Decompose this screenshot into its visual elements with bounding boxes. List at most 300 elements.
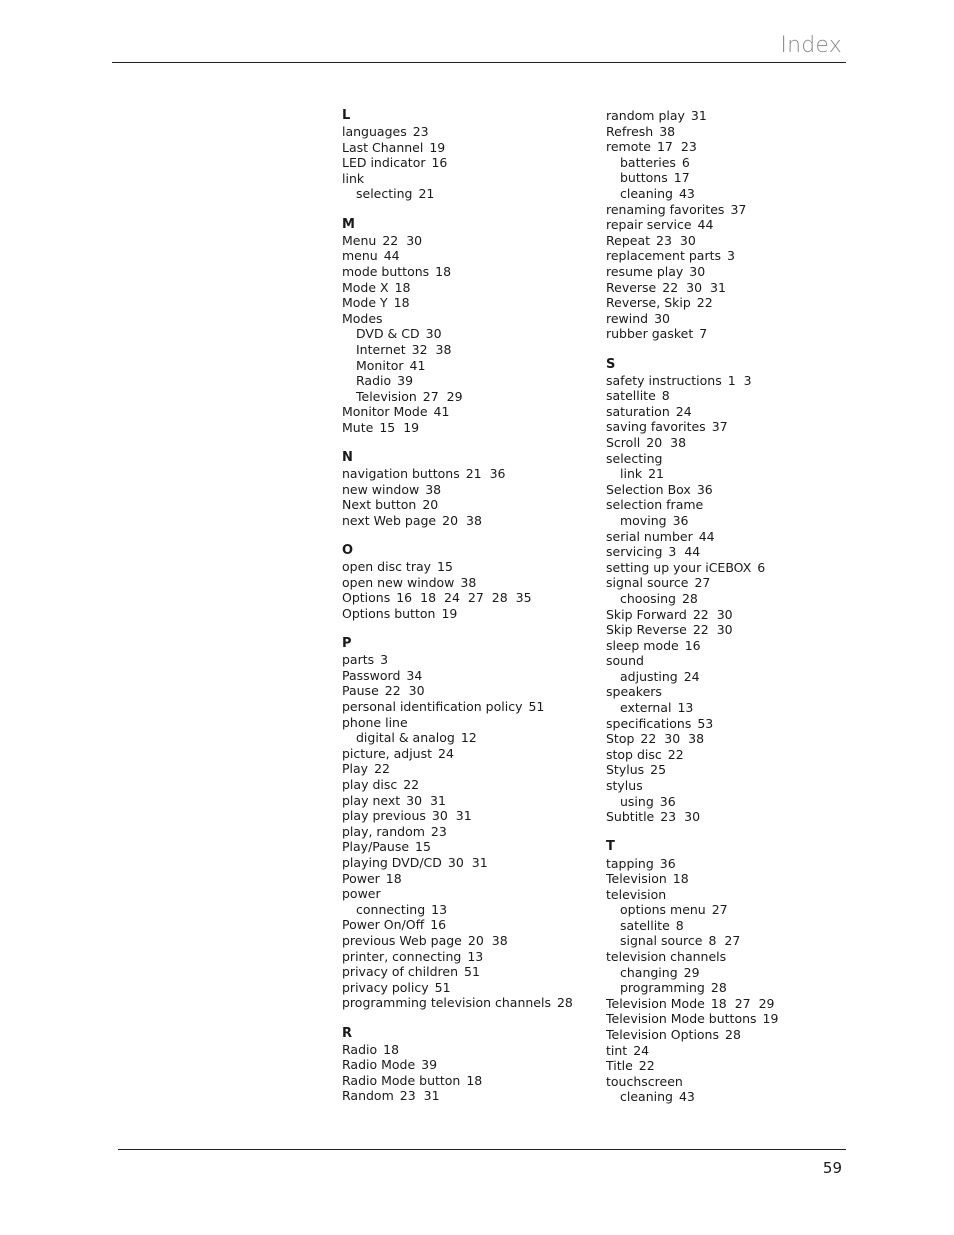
index-entry: [342, 575, 592, 591]
section-letter: R: [342, 1025, 353, 1041]
section-letter: S: [606, 356, 616, 372]
index-page-refs: 22 30: [692, 606, 733, 622]
index-term: playing DVD/CD: [342, 855, 442, 870]
index-page-refs: 18: [394, 279, 411, 295]
index-term: Power On/Off: [342, 917, 425, 933]
index-page-refs: 30 31: [447, 855, 488, 870]
index-term: link: [342, 170, 365, 186]
index-term: cleaning: [620, 185, 673, 201]
index-page-refs: 19: [762, 1011, 779, 1027]
index-page-refs: 38: [659, 123, 676, 139]
index-page-refs: 22: [667, 746, 684, 762]
index-page-refs: 20 38: [467, 932, 508, 948]
index-page-refs: 16: [430, 917, 447, 933]
index-term: speakers: [606, 684, 662, 700]
index-page-refs: 41: [433, 404, 450, 420]
index-subentry: [606, 669, 846, 685]
index-entry: [342, 311, 592, 327]
index-page-refs: 28: [710, 980, 727, 996]
index-page-refs: 41: [409, 357, 426, 373]
index-page-refs: 13: [677, 700, 694, 716]
index-page-refs: 13: [431, 901, 448, 917]
index-page-refs: 22 30: [384, 683, 425, 699]
index-entry: [342, 233, 592, 249]
index-term: Last Channel: [342, 139, 424, 155]
index-term: open new window: [342, 574, 455, 590]
index-page-refs: 44: [697, 217, 714, 233]
index-entry: [606, 638, 846, 654]
index-term: external: [620, 700, 672, 716]
index-term: sound: [606, 653, 644, 669]
index-term: selecting: [356, 186, 413, 202]
index-term: connecting: [356, 901, 426, 917]
index-term: Stop: [606, 731, 635, 747]
index-page-refs: 16: [431, 155, 448, 171]
index-term: touchscreen: [606, 1073, 683, 1089]
index-page-refs: 16: [684, 637, 701, 653]
index-term: cleaning: [620, 1089, 673, 1105]
index-page-refs: 18: [435, 263, 452, 279]
index-page-refs: 27: [711, 902, 728, 918]
index-page-refs: 30 31: [406, 792, 446, 808]
index-entry: [606, 653, 846, 669]
index-term: Password: [342, 667, 401, 683]
index-page-refs: 38: [460, 574, 477, 590]
index-entry: [606, 949, 846, 965]
index-section: [342, 217, 592, 436]
index-term: sleep mode: [606, 637, 679, 653]
index-entry: [342, 715, 592, 731]
index-page-refs: 29: [683, 964, 700, 980]
index-entry: [606, 871, 846, 887]
index-entry: [342, 886, 592, 902]
index-term: Power: [342, 870, 380, 886]
index-page-refs: 8: [661, 388, 670, 404]
index-term: Monitor: [356, 357, 404, 373]
index-subentry: [342, 373, 592, 389]
index-entry: [342, 513, 592, 529]
index-page-refs: 36: [659, 855, 676, 871]
index-entry: [342, 606, 592, 622]
index-entry: [606, 1043, 846, 1059]
index-entry: [606, 856, 846, 872]
index-entry: [606, 435, 846, 451]
index-subentry: [606, 170, 846, 186]
index-entry: [606, 404, 846, 420]
header-rule: [112, 62, 846, 63]
index-term: next Web page: [342, 512, 437, 528]
index-term: specifications: [606, 715, 692, 731]
index-page-refs: 12: [460, 730, 477, 746]
index-term: personal identification policy: [342, 699, 523, 715]
index-entry: [606, 762, 846, 778]
index-page-refs: 51: [464, 964, 480, 980]
index-entry: [606, 684, 846, 700]
index-term: link: [620, 466, 643, 482]
index-term: Internet: [356, 341, 406, 357]
index-page-refs: 18: [672, 871, 689, 887]
index-term: satellite: [606, 388, 656, 404]
index-term: printer, connecting: [342, 948, 462, 964]
index-term: new window: [342, 481, 420, 497]
index-entry: [342, 497, 592, 513]
index-entry: [606, 622, 846, 638]
index-entry: [606, 451, 846, 467]
index-term: Radio: [356, 373, 392, 389]
index-entry: [342, 808, 592, 824]
index-term: servicing: [606, 544, 663, 560]
index-term: renaming favorites: [606, 201, 725, 217]
index-page-refs: 22 30 38: [640, 731, 705, 747]
index-term: Scroll: [606, 434, 641, 450]
index-entry: [342, 824, 592, 840]
index-entry: [342, 248, 592, 264]
index-term: Radio: [342, 1041, 378, 1057]
index-entry: [606, 544, 846, 560]
index-entry: [342, 1042, 592, 1058]
index-page-refs: 15: [437, 559, 453, 575]
index-term: using: [620, 793, 654, 809]
index-entry: [606, 388, 846, 404]
index-page-refs: 8: [675, 917, 684, 933]
index-entry: [606, 1027, 846, 1043]
index-term: Mode Y: [342, 295, 388, 311]
index-term: rubber gasket: [606, 326, 694, 342]
index-section: [342, 108, 592, 202]
index-entry: [342, 482, 592, 498]
index-term: changing: [620, 964, 678, 980]
index-page-refs: 24: [633, 1042, 650, 1058]
index-term: random play: [606, 108, 685, 123]
index-subentry: [342, 902, 592, 918]
index-term: picture, adjust: [342, 745, 433, 761]
index-page-refs: 18: [466, 1072, 483, 1088]
index-page-refs: 6: [681, 154, 690, 170]
section-letter: O: [342, 543, 354, 559]
index-page-refs: 23: [430, 823, 447, 839]
index-entry: [606, 1011, 846, 1027]
index-term: resume play: [606, 263, 684, 279]
index-term: Play: [342, 761, 369, 777]
index-subentry: [606, 466, 846, 482]
index-entry: [606, 996, 846, 1012]
index-entry: [342, 855, 592, 871]
index-subentry: [606, 965, 846, 981]
index-page-refs: 23 30: [660, 809, 701, 825]
index-page-refs: 22: [374, 761, 390, 777]
index-term: Menu: [342, 232, 377, 248]
index-term: privacy of children: [342, 964, 459, 980]
index-entry: [606, 607, 846, 623]
index-term: play next: [342, 792, 401, 808]
index-term: power: [342, 886, 381, 902]
index-subentry: [606, 513, 846, 529]
index-entry: [606, 497, 846, 513]
index-page-refs: 7: [699, 326, 708, 342]
index-page-refs: 39: [421, 1057, 438, 1073]
index-subentry: [342, 326, 592, 342]
index-term: mode buttons: [342, 263, 430, 279]
index-page-refs: 23 30: [656, 232, 696, 248]
index-subentry: [342, 358, 592, 374]
footer-rule: [118, 1149, 846, 1150]
index-term: options menu: [620, 902, 706, 918]
index-page-refs: 20 38: [646, 434, 687, 450]
section-letter: T: [606, 839, 615, 855]
index-term: DVD & CD: [356, 326, 420, 342]
index-term: LED indicator: [342, 155, 426, 171]
index-entry: [342, 949, 592, 965]
index-page-refs: 22 30: [382, 232, 423, 248]
index-page-refs: 32 38: [411, 341, 452, 357]
index-page-refs: 24: [438, 745, 454, 761]
index-page-refs: 22: [638, 1058, 655, 1074]
index-term: selection frame: [606, 497, 704, 513]
index-entry: [606, 311, 846, 327]
index-entry: [342, 917, 592, 933]
index-page-refs: 27: [694, 575, 711, 591]
index-entry: [606, 264, 846, 280]
index-column-left: [342, 108, 592, 1119]
index-page-refs: 15: [415, 839, 431, 855]
index-page-refs: 22: [696, 295, 713, 311]
index-page-refs: 28: [681, 590, 698, 606]
index-page-refs: 23 31: [399, 1088, 440, 1104]
index-term: Refresh: [606, 123, 654, 139]
index-term: safety instructions: [606, 372, 722, 388]
index-page-refs: 44: [698, 528, 715, 544]
index-page-refs: 51: [434, 979, 451, 995]
section-letter: P: [342, 636, 352, 652]
index-term: buttons: [620, 170, 668, 186]
index-entry: [342, 171, 592, 187]
index-entry: [342, 264, 592, 280]
index-term: menu: [342, 248, 378, 264]
index-entry: [342, 964, 592, 980]
index-entry: [342, 590, 592, 606]
index-term: repair service: [606, 217, 692, 233]
index-term: television channels: [606, 949, 727, 965]
index-entry: [606, 778, 846, 794]
index-entry: [606, 124, 846, 140]
index-page-refs: 15 19: [379, 419, 420, 435]
index-term: play disc: [342, 777, 398, 793]
index-page-refs: 28: [556, 995, 573, 1011]
index-term: navigation buttons: [342, 466, 460, 482]
index-page-refs: 38: [425, 481, 442, 497]
index-page-refs: 3: [727, 248, 735, 264]
index-entry: [342, 404, 592, 420]
index-entry: [606, 1074, 846, 1090]
index-term: selecting: [606, 450, 663, 466]
index-term: television: [606, 886, 667, 902]
index-page-refs: 19: [429, 139, 446, 155]
index-page-refs: 37: [711, 419, 728, 435]
index-term: phone line: [342, 714, 408, 730]
index-section: [606, 108, 846, 342]
index-entry: [342, 933, 592, 949]
index-subentry: [342, 342, 592, 358]
index-entry: [606, 716, 846, 732]
index-entry: [606, 747, 846, 763]
index-entry: [606, 202, 846, 218]
index-page-refs: 24: [675, 403, 692, 419]
index-entry: [342, 420, 592, 436]
index-term: Title: [606, 1058, 633, 1074]
index-term: Television Options: [606, 1027, 719, 1043]
index-entry: [342, 793, 592, 809]
index-term: serial number: [606, 528, 693, 544]
index-term: Play/Pause: [342, 839, 410, 855]
index-page-refs: 24: [683, 668, 700, 684]
index-entry: [606, 217, 846, 233]
index-page-refs: 39: [397, 373, 414, 389]
index-page-refs: 30: [654, 310, 671, 326]
index-page-refs: 18 27 29: [710, 995, 775, 1011]
section-letter: N: [342, 450, 353, 466]
index-subentry: [606, 918, 846, 934]
index-term: signal source: [606, 575, 689, 591]
index-term: Next button: [342, 497, 417, 513]
index-subentry: [606, 186, 846, 202]
index-entry: [606, 108, 846, 124]
index-term: Mute: [342, 419, 374, 435]
index-page-refs: 30: [425, 326, 442, 342]
index-term: moving: [620, 512, 667, 528]
index-section: [606, 357, 846, 825]
index-term: batteries: [620, 154, 676, 170]
index-page-refs: 44: [383, 248, 400, 264]
index-term: languages: [342, 124, 407, 140]
index-page-refs: 23: [412, 124, 429, 140]
index-page-refs: 16 18 24 27 28 35: [396, 590, 532, 606]
index-term: rewind: [606, 310, 649, 326]
index-term: Television Mode: [606, 995, 705, 1011]
index-section: [606, 839, 846, 1105]
index-term: Reverse: [606, 279, 657, 295]
index-term: Monitor Mode: [342, 404, 428, 420]
index-entry: [606, 419, 846, 435]
index-subentry: [606, 1089, 846, 1105]
index-term: setting up your iCEBOX: [606, 559, 752, 575]
index-entry: [342, 559, 592, 575]
index-term: open disc tray: [342, 559, 432, 575]
index-term: programming: [620, 980, 705, 996]
index-term: Options button: [342, 606, 436, 621]
index-page-refs: 27 29: [422, 388, 463, 404]
index-entry: [342, 995, 592, 1011]
index-page-refs: 36: [696, 481, 713, 497]
index-subentry: [606, 794, 846, 810]
index-term: replacement parts: [606, 248, 721, 264]
index-term: Radio Mode: [342, 1057, 416, 1073]
index-page-refs: 21 36: [465, 466, 506, 482]
index-page-refs: 19: [441, 606, 458, 621]
index-term: tint: [606, 1042, 628, 1058]
index-page-refs: 34: [406, 667, 423, 683]
index-section: [342, 450, 592, 528]
index-page-refs: 51: [528, 699, 545, 715]
page-number: 59: [822, 1159, 842, 1177]
index-entry: [342, 1088, 592, 1104]
index-entry: [606, 373, 846, 389]
section-letter: L: [342, 108, 351, 123]
index-entry: [342, 140, 592, 156]
index-entry: [606, 560, 846, 576]
index-term: tapping: [606, 855, 654, 871]
index-term: choosing: [620, 590, 676, 606]
index-entry: [342, 124, 592, 140]
index-entry: [342, 668, 592, 684]
index-entry: [342, 699, 592, 715]
index-subentry: [342, 730, 592, 746]
index-page-refs: 20 38: [442, 512, 482, 528]
index-page-refs: 17: [673, 170, 690, 186]
index-entry: [342, 466, 592, 482]
index-term: satellite: [620, 917, 670, 933]
index-subentry: [606, 155, 846, 171]
index-subentry: [606, 902, 846, 918]
index-entry: [342, 683, 592, 699]
index-page-refs: 43: [678, 1089, 695, 1105]
index-term: Radio Mode button: [342, 1072, 461, 1088]
index-section: [342, 1026, 592, 1104]
index-page-refs: 13: [467, 948, 484, 964]
index-entry: [342, 1057, 592, 1073]
index-entry: [606, 326, 846, 342]
index-section: [342, 543, 592, 621]
index-entry: [606, 731, 846, 747]
index-page-refs: 53: [697, 715, 714, 731]
index-page-refs: 43: [678, 185, 695, 201]
index-term: Skip Forward: [606, 606, 687, 622]
index-section: [342, 636, 592, 1011]
index-page-refs: 22: [403, 777, 420, 793]
index-subentry: [606, 700, 846, 716]
index-page-refs: 21: [648, 466, 665, 482]
index-page-refs: 22 30 31: [662, 279, 726, 295]
index-entry: [606, 233, 846, 249]
index-page-refs: 37: [730, 201, 747, 217]
index-page-refs: 20: [422, 497, 439, 513]
index-term: programming television channels: [342, 995, 551, 1011]
index-page-refs: 36: [672, 512, 689, 528]
index-term: Options: [342, 590, 391, 606]
index-entry: [606, 139, 846, 155]
index-term: signal source: [620, 933, 703, 949]
index-term: saturation: [606, 403, 670, 419]
index-term: Repeat: [606, 232, 651, 248]
index-term: Skip Reverse: [606, 622, 687, 638]
index-entry: [342, 652, 592, 668]
index-entry: [342, 871, 592, 887]
index-term: parts: [342, 652, 375, 668]
index-term: Television: [356, 388, 417, 404]
index-term: Reverse, Skip: [606, 295, 691, 311]
index-page-refs: 36: [659, 793, 676, 809]
index-term: Modes: [342, 310, 383, 326]
index-page-refs: 18: [385, 870, 402, 886]
index-page-refs: 30: [689, 263, 706, 279]
index-entry: [606, 280, 846, 296]
index-entry: [606, 529, 846, 545]
index-entry: [342, 295, 592, 311]
index-term: Selection Box: [606, 481, 691, 497]
index-term: remote: [606, 139, 651, 155]
index-page-refs: 25: [650, 762, 667, 778]
index-term: stop disc: [606, 746, 662, 762]
index-entry: [606, 575, 846, 591]
